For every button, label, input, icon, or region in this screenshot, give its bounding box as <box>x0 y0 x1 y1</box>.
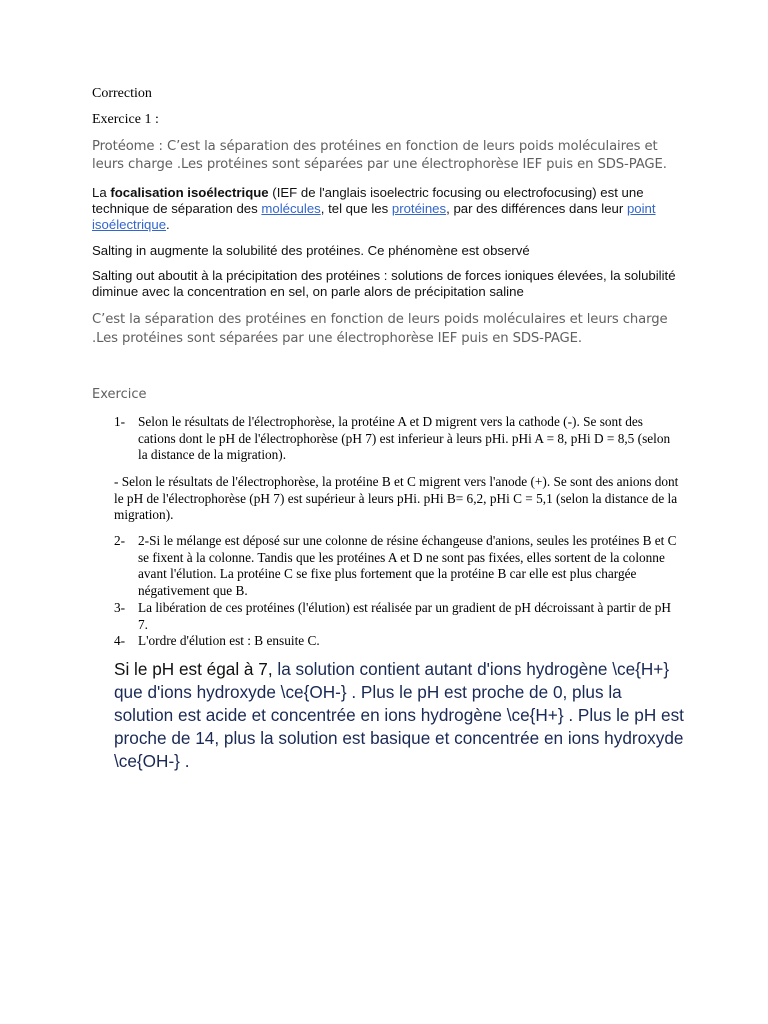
link-point-isoelectrique[interactable]: point isoélectrique <box>92 201 656 232</box>
anode-paragraph: - Selon le résultats de l'électrophorèse, la protéine B et C migrent vers l'anode (+). Se sont des anions dont le pH de l'électrophorèse (pH 7) est supérieur à leurs pHi. pHi B= 6,2, pHi C = 5,1 (selon la distance de la migration). <box>114 474 679 523</box>
ief-paragraph <box>92 185 692 233</box>
list-item-number: 4- <box>114 633 126 648</box>
list-item-text: L'ordre d'élution est : B ensuite C. <box>138 633 320 648</box>
list-item <box>114 533 679 599</box>
salting-out-paragraph: Salting out aboutit à la précipitation des protéines : solutions de forces ioniques élevées, la solubilité diminue avec la concentration en sel, on parle alors de précipitation saline <box>92 268 676 299</box>
separation-paragraph: C’est la séparation des protéines en fonction de leurs poids moléculaires et leurs charge .Les protéines sont séparées par une électrophorèse IEF puis en SDS-PAGE. <box>92 312 668 346</box>
ph-explanation <box>114 658 684 773</box>
ief-prefix: La <box>92 185 111 200</box>
ief-term: focalisation isoélectrique <box>110 185 269 200</box>
document-title: Correction <box>92 86 152 101</box>
ph-rest: la solution contient autant d'ions hydrogène \ce{H+} que d'ions hydroxyde \ce{OH-} . Plus le pH est proche de 0, plus la solution est acide et concentrée en ions hydrogène \ce{H+} . Plus le pH est proche de 14, plus la solution est basique et concentrée en ions hydroxyde \ce{OH-} . <box>114 659 684 771</box>
ief-text-1: (IEF de l'anglais isoelectric focusing ou electrofocusing) est une technique de séparation des <box>92 185 644 216</box>
list-item-number: 2- <box>114 533 126 548</box>
link-molecules[interactable]: molécules <box>261 201 321 216</box>
ief-suffix: . <box>166 217 170 232</box>
list-item-number: 3- <box>114 600 126 615</box>
list-item <box>114 600 679 633</box>
list-item-text: 2-Si le mélange est déposé sur une colonne de résine échangeuse d'anions, seules les protéines B et C se fixent à la colonne. Tandis que les protéines A et D ne sont pas fixées, elles sortent de la colonne avant l'élution. La protéine C se fixe plus fortement que la protéine B car elle est plus chargée négativement que B. <box>138 533 677 598</box>
proteome-definition: Protéome : C’est la séparation des protéines en fonction de leurs poids moléculaires et leurs charge .Les protéines sont séparées par une électrophorèse IEF puis en SDS-PAGE. <box>92 139 667 172</box>
exercise-heading: Exercice <box>92 387 147 402</box>
link-proteines[interactable]: protéines <box>391 201 447 216</box>
list-item <box>114 633 679 650</box>
list-item-text: La libération de ces protéines (l'élution) est réalisée par un gradient de pH décroissant à partir de pH 7. <box>138 600 671 632</box>
list-item <box>114 414 679 464</box>
ief-text-2: , tel que les <box>320 201 392 216</box>
list-item-text: Selon le résultats de l'électrophorèse, la protéine A et D migrent vers la cathode (-). Se sont des cations dont le pH de l'électrophorèse (pH 7) est inferieur à leurs pHi. pHi A = 8, pHi D = 8,5 (selon la distance de la migration). <box>138 414 671 463</box>
ph-lead: Si le pH est égal à 7, <box>114 659 278 679</box>
exercise-1-heading: Exercice 1 : <box>92 112 159 127</box>
salting-in-paragraph: Salting in augmente la solubilité des protéines. Ce phénomène est observé <box>92 243 530 258</box>
ief-text-3: , par des différences dans leur <box>446 201 627 216</box>
list-item-number: 1- <box>114 414 126 429</box>
